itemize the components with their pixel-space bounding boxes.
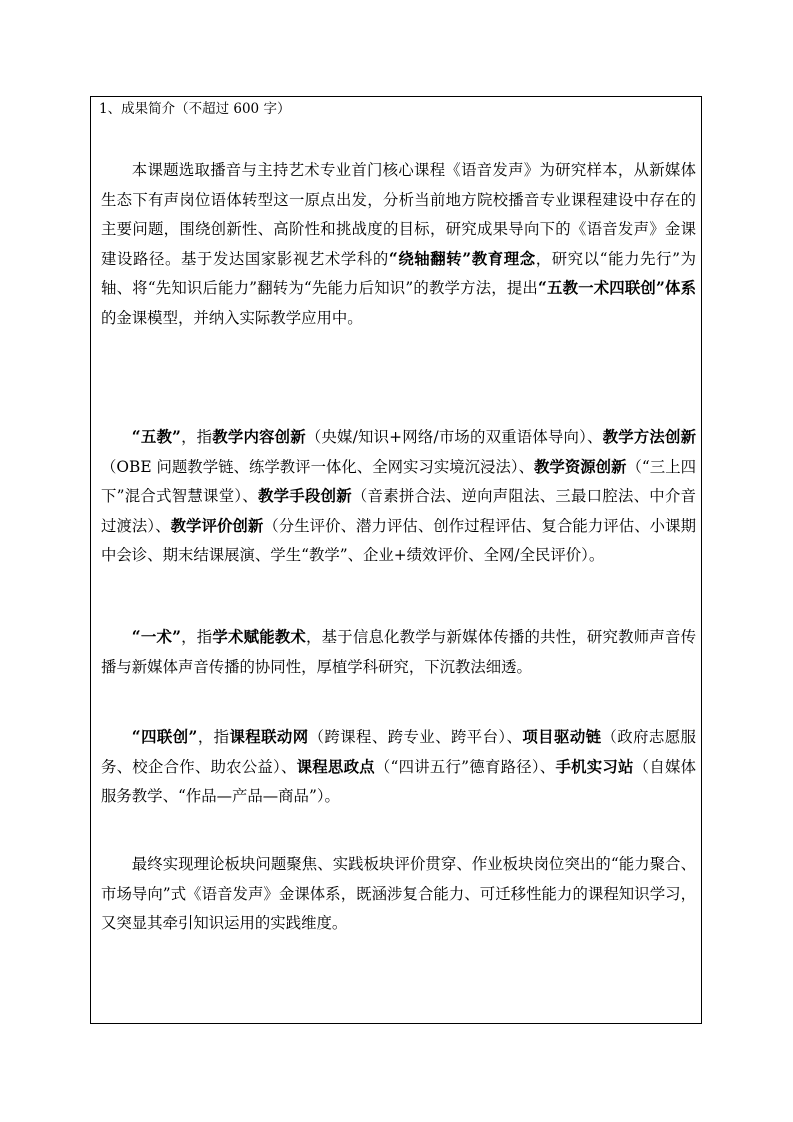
- yishu-text-1: ，指: [180, 628, 213, 646]
- silianchuang-text-1: ，指: [197, 728, 230, 746]
- wujiao-text-3: （OBE 问题教学链、练学教评一体化、全网实习实境沉浸法）、: [101, 457, 535, 476]
- yishu-heading: “一术”: [131, 628, 181, 646]
- conclusion-paragraph: 最终实现理论板块问题聚焦、实践板块评价贯穿、作业板块岗位突出的“能力聚合、市场导向”式《语音发声》金课体系，既涵涉复合能力、可迁移性能力的课程知识学习，又突显其牵引知识运用的实践维度。: [101, 855, 696, 932]
- wujiao-text-1: ，指: [180, 428, 213, 446]
- silianchuang-ideology-point: 课程思政点: [296, 757, 375, 776]
- wujiao-method-innovation: 教学方法创新: [602, 428, 696, 446]
- silianchuang-heading: “四联创”: [131, 728, 198, 746]
- wujiao-heading: “五教”: [131, 428, 181, 446]
- intro-text-2: ，研究以“能力先行”为轴、将“先知识后能力”翻转为“先能力后知识”的教学方法，提出: [101, 249, 696, 297]
- silianchuang-course-network: 课程联动网: [229, 728, 309, 746]
- yishu-paragraph: [101, 623, 696, 682]
- silianchuang-paragraph: [101, 723, 696, 812]
- silianchuang-project-chain: 项目驱动链: [522, 728, 602, 746]
- silianchuang-text-5: （自媒体服务教学、“作品—产品—商品”）。: [101, 757, 696, 805]
- wujiao-evaluation-innovation: 教学评价创新: [170, 516, 264, 535]
- wujiao-resource-innovation: 教学资源创新: [534, 457, 627, 476]
- wujiao-text-2: （央媒/知识+网络/市场的双重语体导向）、: [305, 428, 603, 446]
- wujiao-text-4: （“三上四下”混合式智慧课堂）、: [101, 457, 696, 505]
- silianchuang-text-4: （“四讲五行”德育路径）、: [374, 757, 556, 776]
- intro-text-1: 本课题选取播音与主持艺术专业首门核心课程《语音发声》为研究样本，从新媒体生态下有声岗位语体转型这一原点出发，分析当前地方院校播音专业课程建设中存在的主要问题，围绕创新性、高阶性和挑战度的目标，研究成果导向下的《语音发声》金课建设路径。基于发达国家影视艺术学科的: [101, 161, 696, 268]
- intro-bold-system: “五教一术四联创”体系: [537, 279, 696, 297]
- silianchuang-text-2: （跨课程、跨专业、跨平台）、: [308, 728, 523, 746]
- intro-paragraph: [101, 156, 696, 333]
- intro-text-3: 的金课模型，并纳入实际教学应用中。: [101, 308, 363, 327]
- silianchuang-text-3: （政府志愿服务、校企合作、助农公益）、: [101, 728, 696, 776]
- wujiao-text-6: （分生评价、潜力评估、创作过程评估、复合能力评估、小课期中会诊、期末结课展演、学生“教学”、企业+绩效评价、全网/全民评价）。: [101, 516, 696, 564]
- silianchuang-mobile-station: 手机实习站: [555, 757, 634, 776]
- wujiao-content-innovation: 教学内容创新: [212, 428, 306, 446]
- wujiao-text-5: （音素拼合法、逆向声阻法、三最口腔法、中介音过渡法）、: [101, 487, 696, 535]
- wujiao-means-innovation: 教学手段创新: [257, 487, 352, 505]
- form-table-cell: [90, 96, 702, 1024]
- section-title: 1、成果简介（不超过 600 字）: [99, 101, 291, 117]
- yishu-text-2: ，基于信息化教学与新媒体传播的共性，研究教师声音传播与新媒体声音传播的协同性，厚植学科研究，下沉教法细透。: [101, 628, 696, 676]
- intro-bold-concept: “绕轴翻转”教育理念: [388, 249, 536, 268]
- wujiao-paragraph: [101, 423, 696, 571]
- yishu-term: 学术赋能教术: [212, 628, 307, 646]
